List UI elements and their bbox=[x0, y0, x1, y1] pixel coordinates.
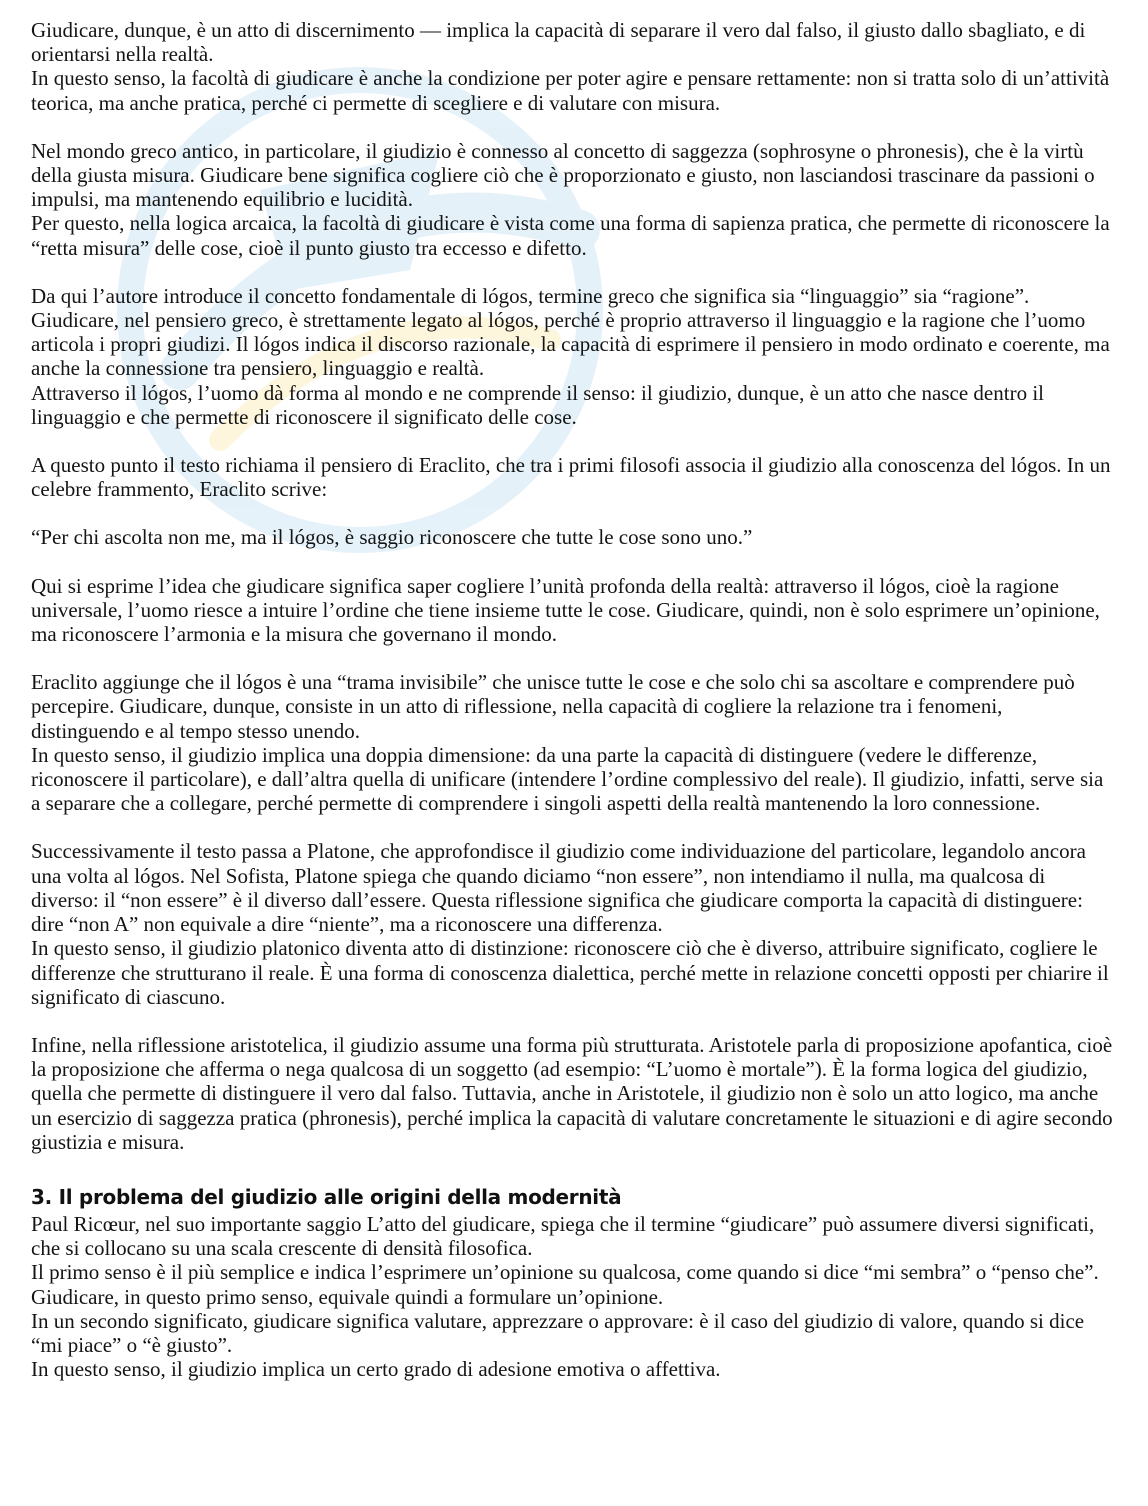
paragraph-block bbox=[31, 139, 1116, 260]
paragraph-block bbox=[31, 18, 1116, 115]
paragraph-block bbox=[31, 1033, 1116, 1154]
paragraph: Giudicare, dunque, è un atto di discernimento — implica la capacità di separare il vero dal falso, il giusto dallo sbagliato, e di orientarsi nella realtà. bbox=[31, 18, 1086, 67]
paragraph-block bbox=[31, 670, 1116, 815]
paragraph: In questo senso, la facoltà di giudicare è anche la condizione per poter agire e pensare rettamente: non si tratta solo di un’attività teorica, ma anche pratica, perché ci permette di scegliere e di valutare con misura. bbox=[31, 66, 1110, 115]
paragraph: Il primo senso è il più semplice e indica l’esprimere un’opinione su qualcosa, come quando si dice “mi sembra” o “penso che”. Giudicare, in questo primo senso, equivale quindi a formulare un’opinione. bbox=[31, 1260, 1099, 1309]
paragraph-block bbox=[31, 574, 1116, 647]
paragraph-block bbox=[31, 284, 1116, 429]
paragraph: Attraverso il lógos, l’uomo dà forma al mondo e ne comprende il senso: il giudizio, dunque, è un atto che nasce dentro il linguaggio e che permette di riconoscere il significato delle cose. bbox=[31, 380, 1044, 429]
paragraph: Eraclito aggiunge che il lógos è una “trama invisibile” che unisce tutte le cose e che solo chi sa ascoltare e comprendere può percepire. Giudicare, dunque, consiste in un atto di riflessione, nella capacità di cogliere la relazione tra i fenomeni, distinguendo e al tempo stesso unendo. bbox=[31, 670, 1075, 743]
section-body bbox=[31, 1212, 1116, 1381]
paragraph: Qui si esprime l’idea che giudicare significa saper cogliere l’unità profonda della realtà: attraverso il lógos, cioè la ragione universale, l’uomo riesce a intuire l’ordine che tiene insieme tutte le cose. Giudicare, quindi, non è solo esprimere un’opinione, ma riconoscere l’armonia e la misura che governano il mondo. bbox=[31, 573, 1100, 647]
paragraph: Per questo, nella logica arcaica, la facoltà di giudicare è vista come una forma di sapienza pratica, che permette di riconoscere la “retta misura” delle cose, cioè il punto giusto tra eccesso e difetto. bbox=[31, 211, 1110, 260]
paragraph: In questo senso, il giudizio implica un certo grado di adesione emotiva o affettiva. bbox=[31, 1357, 721, 1382]
section-heading: 3. Il problema del giudizio alle origini della modernità bbox=[31, 1184, 622, 1209]
paragraph: In un secondo significato, giudicare significa valutare, apprezzare o approvare: è il caso del giudizio di valore, quando si dice “mi piace” o “è giusto”. bbox=[31, 1308, 1085, 1357]
paragraph: Successivamente il testo passa a Platone, che approfondisce il giudizio come individuazione del particolare, legandolo ancora una volta al lógos. Nel Sofista, Platone spiega che quando diciamo “non essere”, non intendiamo il nulla, ma qualcosa di diverso: il “non essere” è il diverso dall’essere. Questa riflessione significa che giudicare comporta la capacità di distinguere: dire “non A” non equivale a dire “niente”, ma a riconoscere una differenza. bbox=[31, 839, 1086, 937]
paragraph: Nel mondo greco antico, in particolare, il giudizio è connesso al concetto di saggezza (sophrosyne o phronesis), che è la virtù della giusta misura. Giudicare bene significa cogliere ciò che è proporzionato e giusto, non lasciandosi trascinare da passioni o impulsi, ma mantenendo equilibrio e lucidità. bbox=[31, 138, 1095, 212]
quote-block bbox=[31, 525, 1116, 549]
paragraph: In questo senso, il giudizio implica una doppia dimensione: da una parte la capacità di distinguere (vedere le differenze, riconoscere il particolare), e dall’altra quella di unificare (intendere l’ordine complessivo del reale). Il giudizio, infatti, serve sia a separare che a collegare, perché permette di comprendere i singoli aspetti della realtà mantenendo la loro connessione. bbox=[31, 742, 1104, 816]
paragraph: In questo senso, il giudizio platonico diventa atto di distinzione: riconoscere ciò che è diverso, attribuire significato, cogliere le differenze che strutturano il reale. È una forma di conoscenza dialettica, perché mette in relazione concetti opposti per chiarire il significato di ciascuno. bbox=[31, 936, 1109, 1009]
paragraph: Paul Ricœur, nel suo importante saggio L’atto del giudicare, spiega che il termine “giudicare” può assumere diversi significati, che si collocano su una scala crescente di densità filosofica. bbox=[31, 1211, 1095, 1261]
paragraph-block bbox=[31, 839, 1116, 1008]
paragraph: Da qui l’autore introduce il concetto fondamentale di lógos, termine greco che significa sia “linguaggio” sia “ragione”. Giudicare, nel pensiero greco, è strettamente legato al lógos, perché è proprio attraverso il linguaggio e la ragione che l’uomo articola i propri giudizi. Il lógos indica il discorso razionale, la capacità di esprimere il pensiero in modo ordinato e coerente, ma anche la connessione tra pensiero, linguaggio e realtà. bbox=[31, 283, 1110, 381]
heraclitus-quote: “Per chi ascolta non me, ma il lógos, è saggio riconoscere che tutte le cose sono uno.” bbox=[31, 525, 753, 550]
paragraph: A questo punto il testo richiama il pensiero di Eraclito, che tra i primi filosofi associa il giudizio alla conoscenza del lógos. In un celebre frammento, Eraclito scrive: bbox=[31, 453, 1111, 502]
paragraph: Infine, nella riflessione aristotelica, il giudizio assume una forma più strutturata. Aristotele parla di proposizione apofantica, cioè la proposizione che afferma o nega qualcosa di un soggetto (ad esempio: “L’uomo è mortale”). È la forma logica del giudizio, quella che permette di distinguere il vero dal falso. Tuttavia, anche in Aristotele, il giudizio non è solo un atto logico, ma anche un esercizio di saggezza pratica (phronesis), perché implica la capacità di valutare concretamente le situazioni e di agire secondo giustizia e misura. bbox=[31, 1032, 1113, 1154]
paragraph-block bbox=[31, 453, 1116, 501]
